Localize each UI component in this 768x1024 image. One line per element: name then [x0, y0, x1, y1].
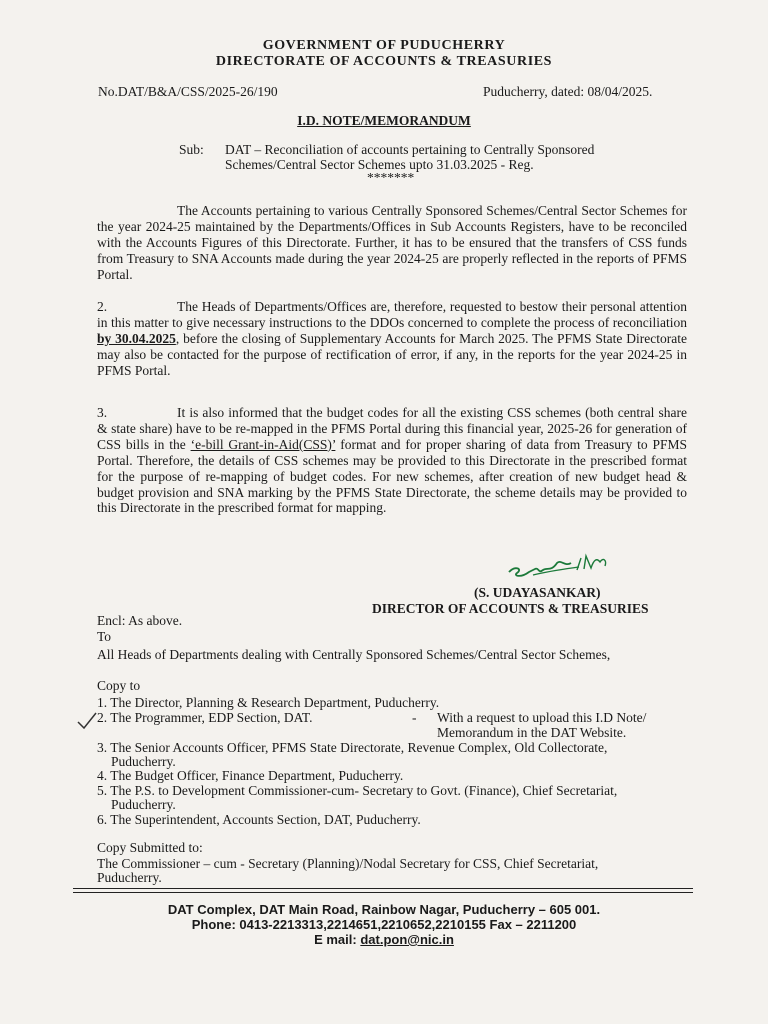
copy-item-3: 3. The Senior Accounts Officer, PFMS State Directorate, Revenue Complex, Old Collectorate, [97, 740, 608, 755]
ebill-format-name: ‘e-bill Grant-in-Aid(CSS)’ [190, 436, 336, 452]
paragraph-2-text-a: The Heads of Departments/Offices are, therefore, requested to bestow their personal attention in this matter to give necessary instructions to the DDOs concerned to complete the process of reconciliation [97, 299, 687, 330]
paragraph-3-text-b: format and for proper sharing of data from Treasury to PFMS Portal. Therefore, the details of CSS schemes may be provided to this Directorate in the prescribed format for the purpose of re-mapping of budget codes. For new schemes, after creation of new budget head & budget provision and SNA marking by the PFMS State Directorate, the scheme details may be provided to this Directorate in the prescribed format for mapping. [97, 436, 687, 516]
copy-item-2-dash: - [412, 710, 417, 725]
paragraph-1-text: The Accounts pertaining to various Centrally Sponsored Schemes/Central Sector Schemes for the year 2024-25 maintained by the Departments/Offices in Sub Accounts Registers, have to be reconciled with the Accounts Figures of this Directorate. Further, it has to be ensured that the transfers of CSS funds from Treasury to SNA Accounts made during the year 2024-25 are properly reflected in the reports of PFMS Portal. [97, 203, 687, 282]
signatory-name: (S. UDAYASANKAR) [474, 585, 601, 600]
signatory-designation: DIRECTOR OF ACCOUNTS & TREASURIES [372, 601, 649, 616]
header-government: GOVERNMENT OF PUDUCHERRY [262, 38, 506, 53]
footer-rule-top [73, 888, 693, 889]
reference-number: No.DAT/B&A/CSS/2025-26/190 [98, 84, 278, 99]
footer-rule-bottom [73, 892, 693, 893]
copy-item-3-continued: Puducherry. [111, 754, 176, 769]
copy-to-label: Copy to [97, 678, 141, 693]
paragraph-2 [97, 299, 687, 379]
paragraph-3 [97, 405, 687, 516]
copy-item-5-continued: Puducherry. [111, 797, 176, 812]
footer-phone: Phone: 0413-2213313,2214651,2210652,2210155 Fax – 2211200 [191, 917, 577, 932]
subject-line-2: Schemes/Central Sector Schemes upto 31.03.2025 - Reg. [225, 157, 534, 172]
header-directorate: DIRECTORATE OF ACCOUNTS & TREASURIES [215, 54, 553, 69]
copy-item-5: 5. The P.S. to Development Commissioner-cum- Secretary to Govt. (Finance), Chief Secretariat, [97, 783, 618, 798]
tick-mark-icon [76, 711, 98, 731]
copy-item-2-note-1: With a request to upload this I.D Note/ [437, 710, 647, 725]
copy-item-2-note-2: Memorandum in the DAT Website. [437, 725, 627, 740]
to-label: To [97, 629, 112, 644]
paragraph-2-number: 2. [97, 299, 108, 314]
copy-submitted-line-1: The Commissioner – cum - Secretary (Planning)/Nodal Secretary for CSS, Chief Secretariat, [97, 856, 599, 871]
place-date: Puducherry, dated: 08/04/2025. [483, 84, 653, 99]
enclosure-note: Encl: As above. [97, 613, 183, 628]
paragraph-1 [97, 203, 687, 283]
paragraph-3-number: 3. [97, 405, 108, 420]
document-title: I.D. NOTE/MEMORANDUM [297, 113, 471, 128]
paragraph-3-text-a: It is also informed that the budget codes for all the existing CSS schemes (both central share & state share) have to be re-mapped in the PFMS Portal during this financial year, 2025-26 for generation of CSS bills in the [97, 405, 687, 452]
footer-address: DAT Complex, DAT Main Road, Rainbow Nagar, Puducherry – 605 001. [167, 902, 601, 917]
copy-submitted-line-2: Puducherry. [97, 870, 162, 885]
addressee: All Heads of Departments dealing with Centrally Sponsored Schemes/Central Sector Schemes, [97, 647, 611, 662]
footer-email [0, 932, 768, 947]
footer-email-label: E mail: [314, 932, 361, 947]
copy-item-1: 1. The Director, Planning & Research Department, Puducherry. [97, 695, 440, 710]
subject-label: Sub: [179, 142, 204, 157]
subject-line-1: DAT – Reconciliation of accounts pertaining to Centrally Sponsored [225, 142, 595, 157]
reconciliation-deadline: by 30.04.2025 [97, 330, 176, 346]
copy-submitted-label: Copy Submitted to: [97, 840, 203, 855]
subject-stars: ******* [367, 170, 415, 185]
footer-email-link[interactable]: dat.pon@nic.in [360, 932, 454, 947]
copy-item-4: 4. The Budget Officer, Finance Department, Puducherry. [97, 768, 404, 783]
copy-item-2: 2. The Programmer, EDP Section, DAT. [97, 710, 313, 725]
paragraph-2-text-b: , before the closing of Supplementary Accounts for March 2025. The PFMS State Directorate may also be contacted for the purpose of rectification of error, if any, in the reports for the year 2024-25 in PFMS Portal. [97, 330, 687, 378]
director-signature [505, 548, 615, 582]
copy-item-6: 6. The Superintendent, Accounts Section, DAT, Puducherry. [97, 812, 421, 827]
